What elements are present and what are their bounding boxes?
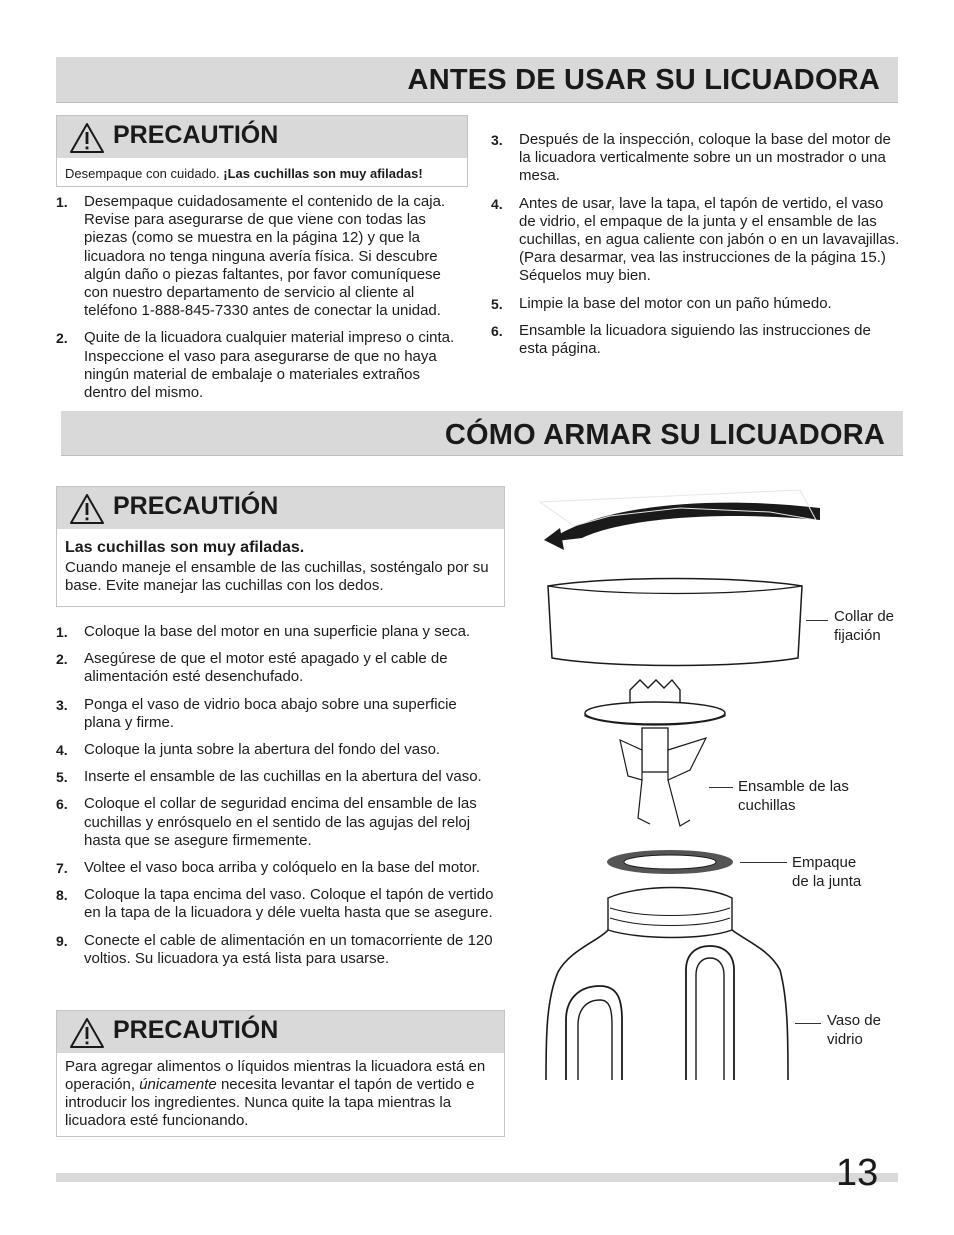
caution-box-operation	[56, 1010, 505, 1137]
caution-lead: Las cuchillas son muy afiladas.	[65, 539, 305, 556]
step-number: 2.	[56, 651, 68, 668]
step-number: 1.	[56, 624, 68, 640]
rotation-arrow-icon	[540, 490, 820, 550]
label-collar-line2: fijación	[834, 626, 881, 644]
step-text: Voltee el vaso boca arriba y colóquelo en la base del motor.	[84, 859, 481, 877]
step-text: Después de la inspección, coloque la base del motor de la licuadora verticalmente sobre un un mostrador o una mesa.	[519, 131, 891, 185]
caution-box-blades	[56, 486, 505, 607]
before-use-steps-left	[56, 193, 466, 411]
label-jar-line1: Vaso de	[827, 1012, 881, 1029]
step-text: Coloque el collar de seguridad encima del ensamble de las cuchillas y enrósquelo en el sentido de las agujas del reloj hasta que se asegure firmemente.	[84, 795, 477, 849]
step-text: Antes de usar, lave la tapa, el tapón de vertido, el vaso de vidrio, el empaque de la junta y el ensamble de las cuchillas, en agua caliente con jabón o en un lavavajillas. (Para desarmar, vea las instrucciones de la página 15.) Séquelos muy bien.	[519, 194, 900, 285]
leader-line	[806, 620, 828, 621]
step-number: 3.	[56, 696, 68, 713]
step-text: Desempaque cuidadosamente el contenido de la caja. Revise para asegurarse de que viene con todas las piezas (como se muestra en la página 12) y que la licuadora no tenga ninguna avería física. Si descubre algún daño o piezas faltantes, por favor comuníquese con nuestro departamento de servicio al cliente al teléfono 1-888-845-7330 antes de conectar la unidad.	[84, 193, 446, 320]
label-collar-line1: Collar de	[834, 608, 895, 625]
warning-icon	[69, 122, 105, 154]
step-item	[56, 768, 496, 786]
caution-text-a: Para agregar alimentos o líquidos mientras la licuadora está en operación,	[65, 1058, 486, 1093]
step-text: Conecte el cable de alimentación en un tomacorriente de 120 voltios. Su licuadora ya está lista para usarse.	[84, 931, 493, 967]
step-text: Coloque la tapa encima del vaso. Coloque el tapón de vertido en la tapa de la licuadora y déle vuelta hasta que se asegure.	[84, 886, 494, 922]
step-number: 6.	[491, 322, 503, 339]
step-number: 9.	[56, 932, 68, 949]
before-use-steps-right	[491, 131, 901, 367]
step-item	[56, 329, 466, 402]
step-item	[491, 295, 901, 313]
gasket-part	[607, 850, 733, 874]
step-number: 8.	[56, 887, 68, 904]
caution-header	[57, 487, 504, 529]
caution-text-bold: ¡Las cuchillas son muy afiladas!	[223, 166, 423, 181]
caution-text-plain: Desempaque con cuidado.	[65, 166, 224, 181]
step-item	[56, 696, 496, 732]
label-jar	[827, 1012, 881, 1049]
blade-assembly-part	[585, 680, 725, 826]
step-item	[56, 859, 496, 877]
step-item	[491, 322, 901, 358]
caution-text	[57, 1053, 504, 1138]
caution-description: Cuando maneje el ensamble de las cuchillas, sosténgalo por su base. Evite manejar las cuchillas con los dedos.	[65, 559, 489, 594]
label-gasket	[792, 854, 861, 891]
step-item	[56, 741, 496, 759]
step-text: Coloque la junta sobre la abertura del fondo del vaso.	[84, 741, 441, 759]
step-text: Limpie la base del motor con un paño húmedo.	[519, 294, 832, 312]
assembly-steps	[56, 623, 496, 977]
step-item	[56, 886, 496, 922]
step-item	[491, 195, 901, 286]
step-item	[56, 795, 496, 850]
step-number: 2.	[56, 330, 68, 347]
caution-box-unpack	[56, 115, 468, 187]
step-number: 5.	[491, 295, 503, 312]
step-number: 5.	[56, 769, 68, 786]
collar-part	[548, 579, 802, 666]
label-gasket-line1: Empaque	[792, 854, 857, 871]
step-number: 3.	[491, 132, 503, 148]
step-text: Quite de la licuadora cualquier material impreso o cinta. Inspeccione el vaso para asegurarse de que no haya ningún material de embalaje o materiales extraños dentro del mismo.	[84, 329, 455, 402]
label-blade-assembly	[738, 778, 849, 815]
step-item	[56, 650, 496, 686]
step-item	[491, 131, 901, 186]
label-collar	[834, 608, 894, 645]
section-title-before-use: ANTES DE USAR SU LICUADORA	[407, 64, 880, 96]
step-number: 6.	[56, 796, 68, 813]
step-number: 4.	[56, 742, 68, 759]
label-blade-line2: cuchillas	[738, 796, 796, 814]
warning-icon	[69, 1017, 105, 1049]
section-banner-assembly	[61, 411, 903, 456]
caution-header	[57, 116, 467, 158]
leader-line	[795, 1023, 821, 1024]
page-number: 13	[836, 1152, 879, 1194]
step-number: 4.	[491, 195, 503, 212]
caution-title: PRECAUTIÓN	[113, 492, 279, 520]
leader-line	[740, 862, 787, 863]
caution-text-b: necesita levantar el tapón de vertido e introducir los ingredientes. Nunca quite la tapa mientras la licuadora esté funcionando.	[65, 1076, 475, 1129]
caution-header	[57, 1011, 504, 1053]
caution-title: PRECAUTIÓN	[113, 1016, 279, 1044]
label-blade-line1: Ensamble de las	[738, 778, 849, 795]
label-jar-line2: vidrio	[827, 1030, 863, 1048]
caution-text	[57, 529, 504, 603]
step-text: Ponga el vaso de vidrio boca abajo sobre una superficie plana y firme.	[84, 695, 457, 731]
step-text: Inserte el ensamble de las cuchillas en la abertura del vaso.	[84, 768, 482, 786]
step-item	[56, 623, 496, 641]
section-banner-before-use	[56, 57, 898, 103]
step-text: Ensamble la licuadora siguiendo las instrucciones de esta página.	[519, 321, 871, 358]
warning-icon	[69, 493, 105, 525]
footer-bar	[56, 1173, 898, 1182]
step-text: Coloque la base del motor en una superficie plana y seca.	[84, 623, 471, 640]
caution-title: PRECAUTIÓN	[113, 121, 279, 149]
step-item	[56, 193, 466, 320]
leader-line	[709, 787, 733, 788]
step-number: 1.	[56, 194, 68, 210]
label-gasket-line2: de la junta	[792, 872, 862, 890]
caution-text	[57, 158, 467, 189]
step-text: Asegúrese de que el motor esté apagado y el cable de alimentación esté desenchufado.	[84, 650, 448, 686]
section-title-assembly: CÓMO ARMAR SU LICUADORA	[444, 419, 885, 451]
step-item	[56, 932, 496, 968]
step-number: 7.	[56, 860, 68, 877]
caution-text-em: únicamente	[139, 1076, 217, 1093]
glass-jar-part	[546, 888, 788, 1081]
